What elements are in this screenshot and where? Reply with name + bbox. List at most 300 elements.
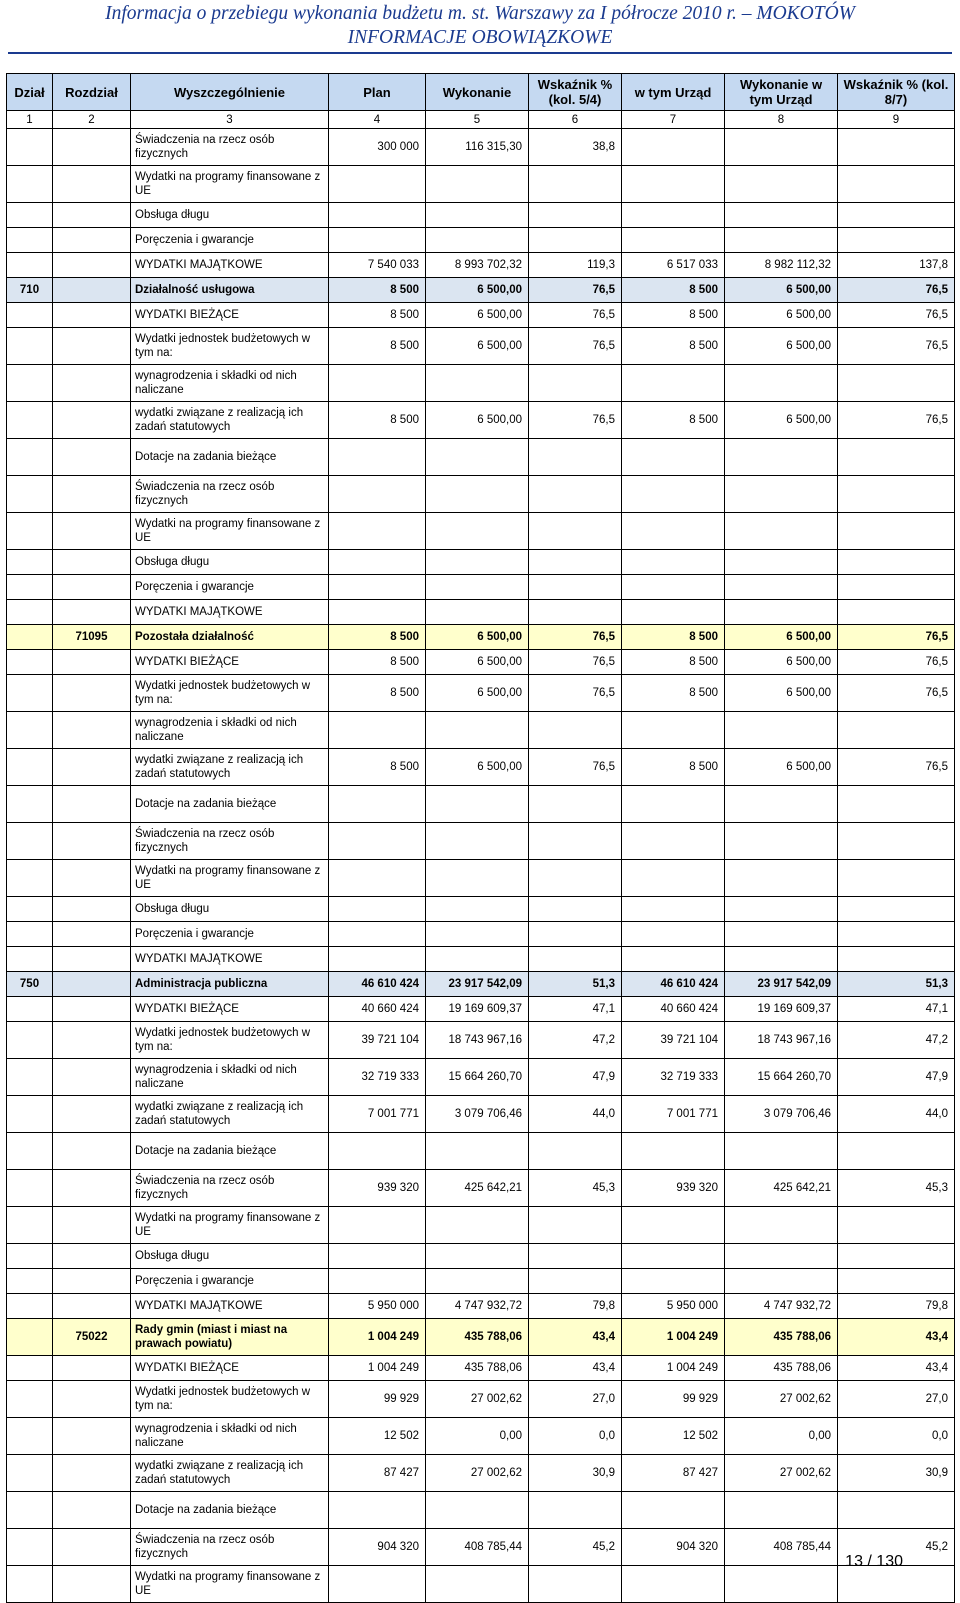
urzad-wykonanie-cell: 6 500,00 <box>725 328 838 365</box>
rozdzial-cell <box>53 575 131 600</box>
urzad-wskaznik-cell <box>838 513 955 550</box>
wykonanie-cell <box>426 166 529 203</box>
urzad-wykonanie-cell <box>725 550 838 575</box>
urzad-wskaznik-cell: 76,5 <box>838 749 955 786</box>
description-cell: WYDATKI MAJĄTKOWE <box>131 947 329 972</box>
urzad-plan-cell <box>622 860 725 897</box>
table-row <box>7 1207 955 1244</box>
column-number-row <box>7 111 955 129</box>
urzad-plan-cell: 5 950 000 <box>622 1294 725 1319</box>
urzad-wykonanie-cell: 408 785,44 <box>725 1529 838 1566</box>
dzial-cell <box>7 897 53 922</box>
description-cell: Pozostała działalność <box>131 625 329 650</box>
wskaznik-cell: 51,3 <box>529 972 622 997</box>
table-row <box>7 203 955 228</box>
urzad-wskaznik-cell: 137,8 <box>838 253 955 278</box>
urzad-wskaznik-cell: 76,5 <box>838 402 955 439</box>
urzad-wskaznik-cell <box>838 600 955 625</box>
table-row <box>7 1133 955 1170</box>
urzad-plan-cell <box>622 166 725 203</box>
description-cell: wydatki związane z realizacją ich zadań statutowych <box>131 402 329 439</box>
description-cell: Poręczenia i gwarancje <box>131 228 329 253</box>
dzial-cell <box>7 922 53 947</box>
urzad-wskaznik-cell <box>838 1133 955 1170</box>
urzad-wykonanie-cell <box>725 1492 838 1529</box>
urzad-wskaznik-cell: 76,5 <box>838 650 955 675</box>
description-cell: wynagrodzenia i składki od nich naliczane <box>131 365 329 402</box>
urzad-wskaznik-cell: 43,4 <box>838 1319 955 1356</box>
plan-cell: 87 427 <box>329 1455 426 1492</box>
wskaznik-cell <box>529 947 622 972</box>
wskaznik-cell: 43,4 <box>529 1356 622 1381</box>
description-cell: Wydatki na programy finansowane z UE <box>131 1207 329 1244</box>
urzad-plan-cell <box>622 228 725 253</box>
wykonanie-cell: 6 500,00 <box>426 749 529 786</box>
column-header-w-tym-urzad: w tym Urząd <box>622 74 725 111</box>
description-cell: Dotacje na zadania bieżące <box>131 439 329 476</box>
plan-cell: 904 320 <box>329 1529 426 1566</box>
wskaznik-cell: 0,0 <box>529 1418 622 1455</box>
table-row <box>7 303 955 328</box>
plan-cell: 8 500 <box>329 749 426 786</box>
urzad-wykonanie-cell: 18 743 967,16 <box>725 1022 838 1059</box>
rozdzial-cell <box>53 1022 131 1059</box>
urzad-wskaznik-cell: 44,0 <box>838 1096 955 1133</box>
dzial-cell <box>7 786 53 823</box>
wykonanie-cell <box>426 1269 529 1294</box>
wykonanie-cell <box>426 947 529 972</box>
dzial-cell <box>7 1269 53 1294</box>
description-cell: Świadczenia na rzecz osób fizycznych <box>131 476 329 513</box>
urzad-wykonanie-cell: 27 002,62 <box>725 1455 838 1492</box>
dzial-cell: 750 <box>7 972 53 997</box>
column-number: 1 <box>7 111 53 129</box>
table-row <box>7 439 955 476</box>
wskaznik-cell: 76,5 <box>529 749 622 786</box>
urzad-wskaznik-cell <box>838 439 955 476</box>
wykonanie-cell <box>426 897 529 922</box>
wskaznik-cell <box>529 1133 622 1170</box>
wykonanie-cell <box>426 513 529 550</box>
dzial-cell <box>7 947 53 972</box>
table-row <box>7 166 955 203</box>
wskaznik-cell <box>529 860 622 897</box>
urzad-wskaznik-cell <box>838 1492 955 1529</box>
rozdzial-cell <box>53 513 131 550</box>
wskaznik-cell <box>529 513 622 550</box>
urzad-wykonanie-cell <box>725 439 838 476</box>
wykonanie-cell <box>426 600 529 625</box>
urzad-wskaznik-cell <box>838 203 955 228</box>
urzad-wykonanie-cell <box>725 513 838 550</box>
wskaznik-cell <box>529 1492 622 1529</box>
rozdzial-cell <box>53 203 131 228</box>
plan-cell <box>329 166 426 203</box>
wskaznik-cell <box>529 922 622 947</box>
dzial-cell <box>7 997 53 1022</box>
table-row <box>7 328 955 365</box>
urzad-wykonanie-cell: 6 500,00 <box>725 749 838 786</box>
plan-cell: 40 660 424 <box>329 997 426 1022</box>
rozdzial-cell <box>53 328 131 365</box>
plan-cell <box>329 228 426 253</box>
urzad-wskaznik-cell <box>838 129 955 166</box>
table-row <box>7 922 955 947</box>
plan-cell: 99 929 <box>329 1381 426 1418</box>
table-row <box>7 1356 955 1381</box>
dzial-cell: 710 <box>7 278 53 303</box>
wskaznik-cell: 47,1 <box>529 997 622 1022</box>
plan-cell <box>329 476 426 513</box>
description-cell: wydatki związane z realizacją ich zadań statutowych <box>131 1096 329 1133</box>
dzial-cell <box>7 1455 53 1492</box>
description-cell: Dotacje na zadania bieżące <box>131 1492 329 1529</box>
urzad-wskaznik-cell: 47,1 <box>838 997 955 1022</box>
wskaznik-cell <box>529 550 622 575</box>
wykonanie-cell: 18 743 967,16 <box>426 1022 529 1059</box>
rozdzial-cell <box>53 922 131 947</box>
wykonanie-cell: 8 993 702,32 <box>426 253 529 278</box>
table-row <box>7 1269 955 1294</box>
description-cell: Administracja publiczna <box>131 972 329 997</box>
urzad-plan-cell <box>622 922 725 947</box>
table-row <box>7 1096 955 1133</box>
description-cell: Dotacje na zadania bieżące <box>131 1133 329 1170</box>
urzad-plan-cell <box>622 575 725 600</box>
wykonanie-cell <box>426 1492 529 1529</box>
urzad-wskaznik-cell <box>838 166 955 203</box>
column-header-plan: Plan <box>329 74 426 111</box>
urzad-wskaznik-cell <box>838 1566 955 1603</box>
wskaznik-cell: 76,5 <box>529 625 622 650</box>
urzad-wskaznik-cell: 76,5 <box>838 675 955 712</box>
plan-cell: 8 500 <box>329 402 426 439</box>
plan-cell <box>329 922 426 947</box>
description-cell: WYDATKI MAJĄTKOWE <box>131 600 329 625</box>
urzad-plan-cell: 8 500 <box>622 328 725 365</box>
urzad-wykonanie-cell: 4 747 932,72 <box>725 1294 838 1319</box>
urzad-wskaznik-cell <box>838 365 955 402</box>
urzad-plan-cell <box>622 1244 725 1269</box>
wskaznik-cell <box>529 575 622 600</box>
table-row <box>7 749 955 786</box>
urzad-plan-cell <box>622 476 725 513</box>
rozdzial-cell <box>53 1455 131 1492</box>
description-cell: Poręczenia i gwarancje <box>131 1269 329 1294</box>
dzial-row <box>7 972 955 997</box>
urzad-wskaznik-cell <box>838 823 955 860</box>
rozdzial-cell <box>53 860 131 897</box>
description-cell: Obsługa długu <box>131 1244 329 1269</box>
wskaznik-cell: 38,8 <box>529 129 622 166</box>
dzial-cell <box>7 1319 53 1356</box>
rozdzial-cell <box>53 1059 131 1096</box>
rozdzial-cell <box>53 749 131 786</box>
urzad-plan-cell: 6 517 033 <box>622 253 725 278</box>
rozdzial-cell <box>53 947 131 972</box>
wskaznik-cell <box>529 365 622 402</box>
dzial-cell <box>7 402 53 439</box>
plan-cell: 8 500 <box>329 328 426 365</box>
rozdzial-cell <box>53 166 131 203</box>
urzad-wykonanie-cell <box>725 1133 838 1170</box>
dzial-cell <box>7 166 53 203</box>
dzial-cell <box>7 712 53 749</box>
dzial-cell <box>7 1207 53 1244</box>
urzad-wskaznik-cell: 45,2 <box>838 1529 955 1566</box>
dzial-cell <box>7 228 53 253</box>
urzad-plan-cell: 40 660 424 <box>622 997 725 1022</box>
description-cell: Rady gmin (miast i miast na prawach powiatu) <box>131 1319 329 1356</box>
plan-cell: 12 502 <box>329 1418 426 1455</box>
urzad-plan-cell <box>622 823 725 860</box>
urzad-plan-cell: 8 500 <box>622 625 725 650</box>
dzial-cell <box>7 253 53 278</box>
plan-cell: 39 721 104 <box>329 1022 426 1059</box>
description-cell: wynagrodzenia i składki od nich naliczane <box>131 1059 329 1096</box>
wykonanie-cell: 6 500,00 <box>426 675 529 712</box>
wskaznik-cell: 44,0 <box>529 1096 622 1133</box>
urzad-plan-cell <box>622 786 725 823</box>
wykonanie-cell: 408 785,44 <box>426 1529 529 1566</box>
rozdzial-cell <box>53 1356 131 1381</box>
table-row <box>7 1381 955 1418</box>
table-row <box>7 550 955 575</box>
table-row <box>7 1492 955 1529</box>
urzad-wykonanie-cell: 8 982 112,32 <box>725 253 838 278</box>
dzial-cell <box>7 1022 53 1059</box>
rozdzial-cell <box>53 253 131 278</box>
table-row <box>7 476 955 513</box>
urzad-wskaznik-cell <box>838 860 955 897</box>
urzad-plan-cell <box>622 712 725 749</box>
urzad-plan-cell <box>622 439 725 476</box>
table-row <box>7 1455 955 1492</box>
urzad-wykonanie-cell: 6 500,00 <box>725 278 838 303</box>
wykonanie-cell: 6 500,00 <box>426 625 529 650</box>
wskaznik-cell: 119,3 <box>529 253 622 278</box>
wykonanie-cell: 425 642,21 <box>426 1170 529 1207</box>
urzad-plan-cell: 99 929 <box>622 1381 725 1418</box>
dzial-cell <box>7 600 53 625</box>
urzad-wskaznik-cell: 76,5 <box>838 625 955 650</box>
rozdzial-row <box>7 1319 955 1356</box>
urzad-wykonanie-cell <box>725 228 838 253</box>
table-row <box>7 1244 955 1269</box>
description-cell: Obsługa długu <box>131 203 329 228</box>
plan-cell <box>329 786 426 823</box>
column-header-wykonanie-urzad: Wykonanie w tym Urząd <box>725 74 838 111</box>
wskaznik-cell: 45,3 <box>529 1170 622 1207</box>
dzial-cell <box>7 1566 53 1603</box>
table-row <box>7 650 955 675</box>
dzial-row <box>7 278 955 303</box>
wskaznik-cell <box>529 166 622 203</box>
plan-cell <box>329 439 426 476</box>
wykonanie-cell: 15 664 260,70 <box>426 1059 529 1096</box>
column-header-wskaznik-8-7: Wskaźnik % (kol. 8/7) <box>838 74 955 111</box>
description-cell: WYDATKI BIEŻĄCE <box>131 1356 329 1381</box>
wykonanie-cell <box>426 1133 529 1170</box>
dzial-cell <box>7 625 53 650</box>
description-cell: Wydatki na programy finansowane z UE <box>131 860 329 897</box>
urzad-wykonanie-cell <box>725 129 838 166</box>
urzad-wskaznik-cell: 47,2 <box>838 1022 955 1059</box>
urzad-wskaznik-cell: 30,9 <box>838 1455 955 1492</box>
urzad-wskaznik-cell: 27,0 <box>838 1381 955 1418</box>
wykonanie-cell <box>426 550 529 575</box>
urzad-plan-cell: 8 500 <box>622 278 725 303</box>
plan-cell: 7 540 033 <box>329 253 426 278</box>
table-row <box>7 575 955 600</box>
plan-cell <box>329 550 426 575</box>
rozdzial-cell: 71095 <box>53 625 131 650</box>
plan-cell: 8 500 <box>329 303 426 328</box>
table-row <box>7 1022 955 1059</box>
description-cell: Wydatki jednostek budżetowych w tym na: <box>131 328 329 365</box>
rozdzial-cell <box>53 1566 131 1603</box>
description-cell: WYDATKI MAJĄTKOWE <box>131 253 329 278</box>
column-header-wskaznik-5-4: Wskaźnik % (kol. 5/4) <box>529 74 622 111</box>
dzial-cell <box>7 1529 53 1566</box>
rozdzial-cell <box>53 228 131 253</box>
urzad-plan-cell: 904 320 <box>622 1529 725 1566</box>
wskaznik-cell <box>529 823 622 860</box>
dzial-cell <box>7 365 53 402</box>
urzad-wykonanie-cell <box>725 947 838 972</box>
urzad-wskaznik-cell: 51,3 <box>838 972 955 997</box>
plan-cell <box>329 575 426 600</box>
table-row <box>7 402 955 439</box>
wykonanie-cell: 6 500,00 <box>426 303 529 328</box>
dzial-cell <box>7 1133 53 1170</box>
description-cell: wynagrodzenia i składki od nich naliczane <box>131 1418 329 1455</box>
description-cell: Świadczenia na rzecz osób fizycznych <box>131 1170 329 1207</box>
urzad-plan-cell <box>622 1492 725 1529</box>
page-number: 13 / 130 <box>845 1553 903 1570</box>
urzad-plan-cell: 939 320 <box>622 1170 725 1207</box>
table-row <box>7 1294 955 1319</box>
wskaznik-cell: 47,9 <box>529 1059 622 1096</box>
rozdzial-cell <box>53 1133 131 1170</box>
rozdzial-cell <box>53 303 131 328</box>
plan-cell <box>329 203 426 228</box>
report-title: Informacja o przebiegu wykonania budżetu m. st. Warszawy za I półrocze 2010 r. – MOKOTÓW <box>105 3 855 24</box>
wskaznik-cell: 76,5 <box>529 675 622 712</box>
plan-cell <box>329 1244 426 1269</box>
rozdzial-cell <box>53 1492 131 1529</box>
urzad-plan-cell <box>622 1566 725 1603</box>
description-cell: Działalność usługowa <box>131 278 329 303</box>
urzad-wykonanie-cell: 6 500,00 <box>725 675 838 712</box>
wykonanie-cell <box>426 1244 529 1269</box>
dzial-cell <box>7 1096 53 1133</box>
rozdzial-cell <box>53 439 131 476</box>
urzad-wykonanie-cell <box>725 365 838 402</box>
urzad-plan-cell: 8 500 <box>622 650 725 675</box>
urzad-wskaznik-cell <box>838 228 955 253</box>
urzad-plan-cell <box>622 600 725 625</box>
rozdzial-cell <box>53 1294 131 1319</box>
rozdzial-row <box>7 625 955 650</box>
description-cell: WYDATKI BIEŻĄCE <box>131 997 329 1022</box>
plan-cell <box>329 513 426 550</box>
wskaznik-cell <box>529 1566 622 1603</box>
plan-cell: 300 000 <box>329 129 426 166</box>
plan-cell: 8 500 <box>329 625 426 650</box>
urzad-wykonanie-cell: 6 500,00 <box>725 650 838 675</box>
rozdzial-cell <box>53 897 131 922</box>
urzad-plan-cell <box>622 1133 725 1170</box>
plan-cell: 7 001 771 <box>329 1096 426 1133</box>
description-cell: Wydatki na programy finansowane z UE <box>131 166 329 203</box>
rozdzial-cell <box>53 1096 131 1133</box>
urzad-plan-cell <box>622 1269 725 1294</box>
urzad-plan-cell <box>622 203 725 228</box>
wykonanie-cell: 6 500,00 <box>426 328 529 365</box>
wykonanie-cell <box>426 712 529 749</box>
urzad-wykonanie-cell: 435 788,06 <box>725 1356 838 1381</box>
wskaznik-cell <box>529 897 622 922</box>
urzad-wykonanie-cell <box>725 575 838 600</box>
wykonanie-cell <box>426 786 529 823</box>
urzad-wskaznik-cell: 79,8 <box>838 1294 955 1319</box>
urzad-plan-cell <box>622 129 725 166</box>
dzial-cell <box>7 303 53 328</box>
dzial-cell <box>7 1294 53 1319</box>
dzial-cell <box>7 675 53 712</box>
dzial-cell <box>7 1356 53 1381</box>
urzad-plan-cell: 8 500 <box>622 675 725 712</box>
dzial-cell <box>7 476 53 513</box>
wykonanie-cell <box>426 365 529 402</box>
plan-cell <box>329 1207 426 1244</box>
wykonanie-cell: 435 788,06 <box>426 1319 529 1356</box>
urzad-wskaznik-cell <box>838 786 955 823</box>
plan-cell: 1 004 249 <box>329 1356 426 1381</box>
dzial-cell <box>7 860 53 897</box>
dzial-cell <box>7 823 53 860</box>
column-header-dzial: Dział <box>7 74 53 111</box>
rozdzial-cell <box>53 1381 131 1418</box>
description-cell: Obsługa długu <box>131 897 329 922</box>
wykonanie-cell <box>426 823 529 860</box>
urzad-plan-cell <box>622 365 725 402</box>
rozdzial-cell <box>53 786 131 823</box>
wykonanie-cell <box>426 476 529 513</box>
rozdzial-cell <box>53 972 131 997</box>
plan-cell: 1 004 249 <box>329 1319 426 1356</box>
wskaznik-cell <box>529 439 622 476</box>
rozdzial-cell <box>53 997 131 1022</box>
wykonanie-cell <box>426 575 529 600</box>
wykonanie-cell: 27 002,62 <box>426 1381 529 1418</box>
rozdzial-cell <box>53 365 131 402</box>
description-cell: Obsługa długu <box>131 550 329 575</box>
urzad-wykonanie-cell: 23 917 542,09 <box>725 972 838 997</box>
plan-cell: 5 950 000 <box>329 1294 426 1319</box>
column-number: 4 <box>329 111 426 129</box>
description-cell: wynagrodzenia i składki od nich naliczane <box>131 712 329 749</box>
description-cell: WYDATKI MAJĄTKOWE <box>131 1294 329 1319</box>
wykonanie-cell: 0,00 <box>426 1418 529 1455</box>
wskaznik-cell <box>529 1207 622 1244</box>
urzad-plan-cell <box>622 897 725 922</box>
urzad-wykonanie-cell: 6 500,00 <box>725 625 838 650</box>
column-header-wyszczegolnienie: Wyszczególnienie <box>131 74 329 111</box>
column-number: 7 <box>622 111 725 129</box>
wykonanie-cell: 6 500,00 <box>426 402 529 439</box>
